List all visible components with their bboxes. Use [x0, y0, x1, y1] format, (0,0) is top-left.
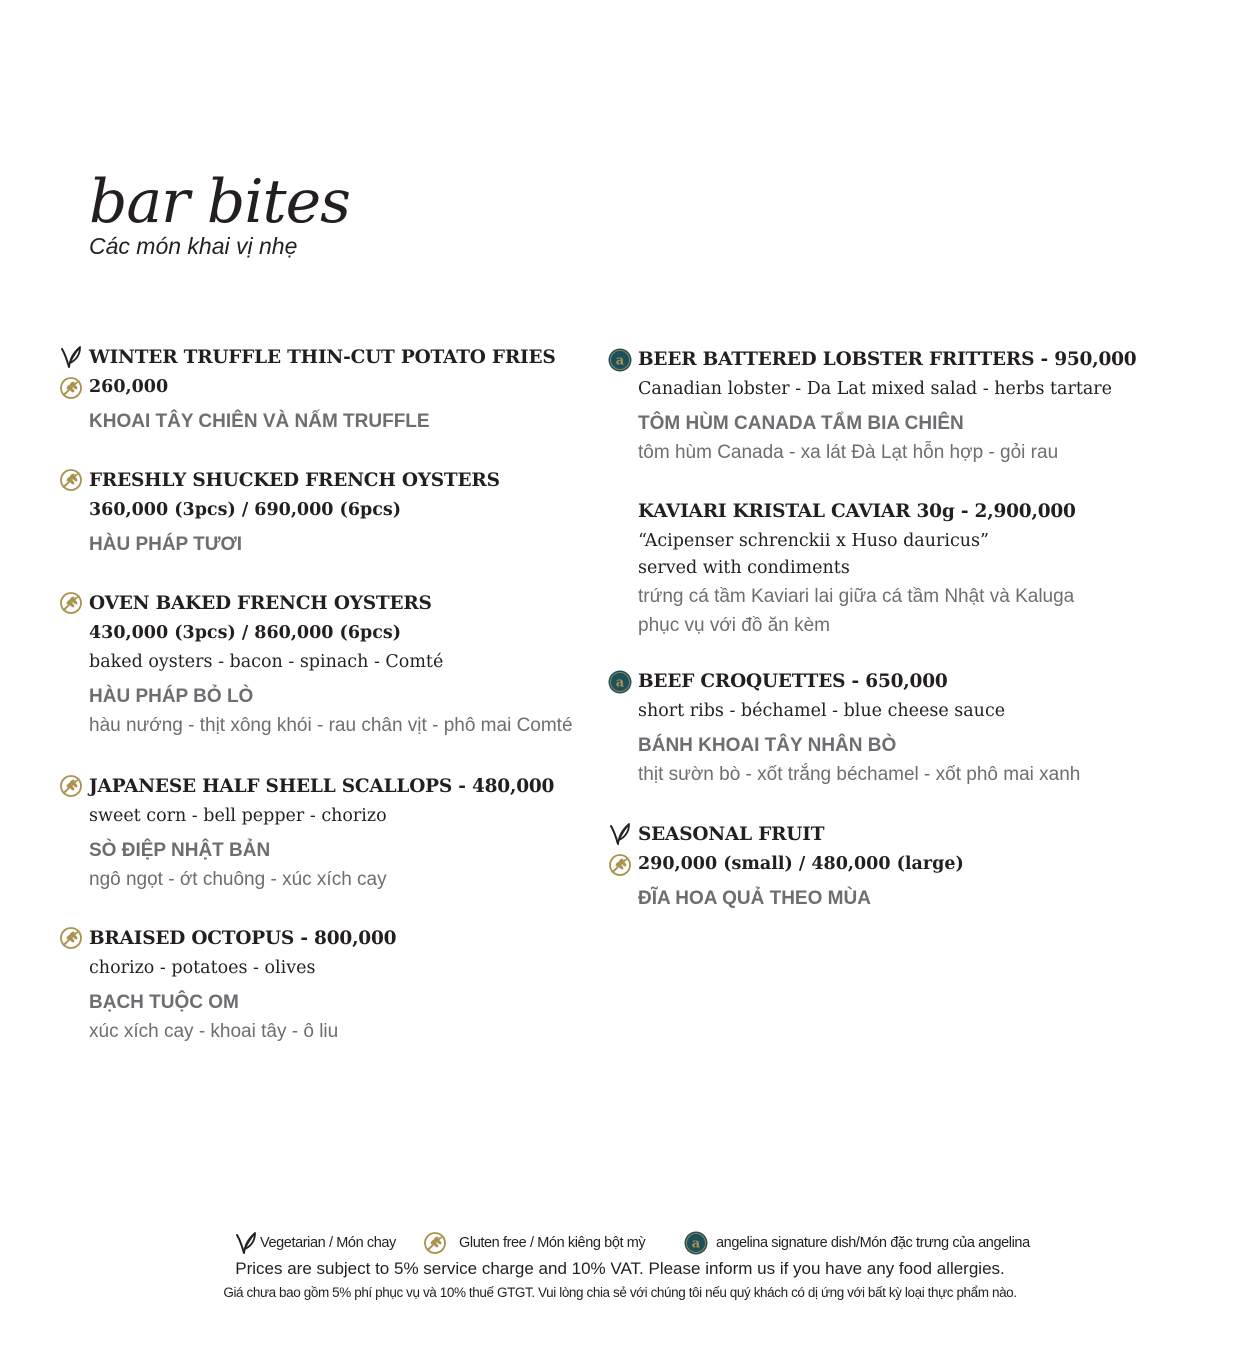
legend-vegetarian-label: Vegetarian / Món chay	[260, 1235, 396, 1251]
item-vn-name: KHOAI TÂY CHIÊN VÀ NẤM TRUFFLE	[89, 411, 430, 432]
gluten-free-icon	[59, 468, 83, 492]
menu-item	[638, 497, 1076, 640]
menu-item	[638, 820, 964, 913]
menu-item	[89, 924, 396, 1046]
item-icons	[608, 822, 634, 884]
item-description: served with condiments	[638, 558, 850, 578]
item-vn-name: ĐĨA HOA QUẢ THEO MÙA	[638, 888, 871, 909]
item-price: 430,000 (3pcs) / 860,000 (6pcs)	[89, 623, 402, 643]
svg-text:a: a	[615, 353, 625, 369]
signature-icon	[684, 1231, 708, 1255]
item-name: KAVIARI KRISTAL CAVIAR 30g - 2,900,000	[638, 501, 1076, 522]
item-icons	[59, 345, 85, 407]
gluten-free-icon	[59, 376, 83, 400]
menu-item	[89, 589, 573, 740]
vegetarian-icon	[59, 345, 83, 369]
item-description: chorizo - potatoes - olives	[89, 958, 316, 978]
menu-item	[615, 345, 1137, 467]
item-vn-name: TÔM HÙM CANADA TẨM BIA CHIÊN	[638, 413, 964, 434]
svg-text:a: a	[615, 675, 625, 691]
item-name: JAPANESE HALF SHELL SCALLOPS - 480,000	[89, 776, 555, 797]
gluten-free-icon	[423, 1231, 447, 1255]
vegetarian-icon	[234, 1231, 258, 1255]
item-description: sweet corn - bell pepper - chorizo	[89, 806, 387, 826]
legend-gluten-free	[423, 1228, 645, 1258]
vegetarian-icon	[608, 822, 632, 846]
legend-vegetarian	[234, 1228, 396, 1258]
item-icons	[608, 670, 634, 701]
item-description: baked oysters - bacon - spinach - Comté	[89, 652, 444, 672]
item-vn-description: trứng cá tầm Kaviari lai giữa cá tầm Nhật và Kaluga	[638, 586, 1075, 607]
item-icons	[59, 591, 85, 622]
menu-item	[89, 466, 500, 559]
item-description: “Acipenser schrenckii x Huso dauricus”	[638, 531, 989, 551]
menu-item	[89, 772, 554, 894]
legend-signature-label: angelina signature dish/Món đặc trưng của angelina	[716, 1235, 1030, 1251]
item-icons	[59, 926, 85, 957]
item-vn-description: thịt sườn bò - xốt trắng béchamel - xốt phô mai xanh	[638, 764, 1081, 785]
item-vn-description: tôm hùm Canada - xa lát Đà Lạt hỗn hợp - gỏi rau	[638, 442, 1059, 463]
menu-item	[615, 667, 1081, 789]
gluten-free-icon	[608, 853, 632, 877]
item-name: WINTER TRUFFLE THIN-CUT POTATO FRIES	[89, 347, 556, 368]
item-description: short ribs - béchamel - blue cheese sauce	[638, 701, 1006, 721]
item-price: 360,000 (3pcs) / 690,000 (6pcs)	[89, 500, 402, 520]
item-name: BEER BATTERED LOBSTER FRITTERS - 950,000	[638, 349, 1137, 370]
item-vn-description: hàu nướng - thịt xông khói - rau chân vịt - phô mai Comté	[89, 715, 573, 736]
gluten-free-icon	[59, 774, 83, 798]
legend	[0, 1228, 1240, 1258]
item-icons	[608, 348, 634, 379]
item-icons	[59, 774, 85, 805]
item-name: BEEF CROQUETTES - 650,000	[638, 671, 948, 692]
item-vn-description: phục vụ với đồ ăn kèm	[638, 615, 831, 636]
page-subtitle: Các món khai vị nhẹ	[89, 233, 298, 259]
item-vn-name: SÒ ĐIỆP NHẬT BẢN	[89, 840, 271, 861]
footer-note-en: Prices are subject to 5% service charge and 10% VAT. Please inform us if you have any food allergies.	[235, 1259, 1005, 1278]
menu-item	[89, 343, 556, 436]
item-vn-name: BẠCH TUỘC OM	[89, 992, 239, 1013]
item-vn-description: ngô ngọt - ớt chuông - xúc xích cay	[89, 869, 387, 890]
item-icons	[59, 468, 85, 499]
item-vn-name: BÁNH KHOAI TÂY NHÂN BÒ	[638, 735, 897, 756]
item-price: 260,000	[89, 377, 169, 397]
signature-icon	[608, 670, 632, 694]
item-name: BRAISED OCTOPUS - 800,000	[89, 928, 397, 949]
gluten-free-icon	[59, 926, 83, 950]
item-vn-description: xúc xích cay - khoai tây - ô liu	[89, 1021, 339, 1042]
svg-text:a: a	[691, 1236, 701, 1252]
item-price: 290,000 (small) / 480,000 (large)	[638, 854, 964, 874]
item-name: FRESHLY SHUCKED FRENCH OYSTERS	[89, 470, 500, 491]
item-name: OVEN BAKED FRENCH OYSTERS	[89, 593, 432, 614]
gluten-free-icon	[59, 591, 83, 615]
legend-signature	[684, 1228, 1030, 1258]
item-name: SEASONAL FRUIT	[638, 824, 825, 845]
page-title: bar bites	[89, 167, 350, 237]
legend-gluten-free-label: Gluten free / Món kiêng bột mỳ	[459, 1235, 646, 1251]
item-vn-name: HÀU PHÁP TƯƠI	[89, 534, 243, 555]
item-description: Canadian lobster - Da Lat mixed salad - herbs tartare	[638, 379, 1113, 399]
footer-note-vn: Giá chưa bao gồm 5% phí phục vụ và 10% thuế GTGT. Vui lòng chia sẻ với chúng tôi nếu quý khách có dị ứng với bất kỳ loại thực phẩm nào.	[223, 1285, 1017, 1300]
signature-icon	[608, 348, 632, 372]
item-vn-name: HÀU PHÁP BỎ LÒ	[89, 686, 254, 707]
